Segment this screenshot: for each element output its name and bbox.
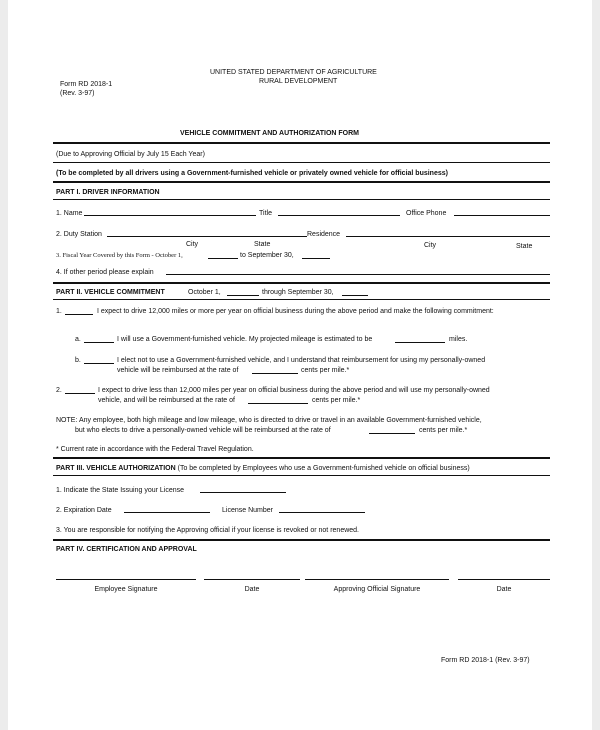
form-page	[8, 0, 592, 730]
item1b-cents-label: cents per mile.*	[301, 367, 350, 374]
license-notice: 3. You are responsible for notifying the Approving official if your license is revoked or not renewed.	[56, 527, 359, 534]
item1a-text: I will use a Government-furnished vehicle. My projected mileage is estimated to be	[117, 336, 373, 343]
license-state-field[interactable]	[200, 492, 286, 493]
note-line1: NOTE: Any employee, both high mileage and low mileage, who is directed to drive or travel in an available Government-furnished vehicle,	[56, 417, 482, 424]
residence-label: Residence	[307, 231, 341, 238]
divider	[53, 282, 550, 284]
title-label: Title	[259, 210, 272, 217]
item1-check-field[interactable]	[65, 314, 93, 315]
title-field[interactable]	[278, 215, 400, 216]
part3-heading-note: (To be completed by Employees who use a Government-furnished vehicle on official business)	[177, 465, 470, 472]
item2-cents-label: cents per mile.*	[312, 397, 361, 404]
footer-form-number: Form RD 2018-1 (Rev. 3-97)	[441, 657, 530, 664]
approving-date-field[interactable]	[458, 579, 550, 580]
part3-heading-row	[56, 464, 470, 473]
item1b-rate-field[interactable]	[252, 373, 298, 374]
rate-footnote: * Current rate in accordance with the Federal Travel Regulation.	[56, 446, 254, 453]
projected-mileage-field[interactable]	[395, 342, 445, 343]
other-period-field[interactable]	[166, 274, 550, 275]
note-line2: but who elects to drive a personally-owned vehicle will be reimbursed at the rate of	[75, 427, 331, 434]
employee-signature-caption: Employee Signature	[94, 586, 158, 593]
office-phone-label: Office Phone	[406, 210, 447, 217]
divider	[53, 457, 550, 459]
item1b-line2: vehicle will be reimbursed at the rate of	[117, 367, 239, 374]
item2-check-field[interactable]	[65, 393, 95, 394]
divider	[53, 199, 550, 200]
miles-label: miles.	[449, 336, 468, 343]
item1b-line1: I elect not to use a Government-furnished vehicle, and I understand that reimbursement for using my personally-owned	[117, 357, 486, 364]
divider	[53, 142, 550, 144]
approving-signature-field[interactable]	[305, 579, 449, 580]
other-period-label: 4. If other period please explain	[56, 269, 154, 276]
name-label: 1. Name	[56, 210, 83, 217]
duty-station-field[interactable]	[107, 236, 307, 237]
employee-signature-field[interactable]	[56, 579, 196, 580]
item2-line1: I expect to drive less than 12,000 miles per year on official business during the above period and will use my personally-owned	[98, 387, 490, 394]
employee-date-field[interactable]	[204, 579, 300, 580]
commitment-end-field[interactable]	[342, 295, 368, 296]
divider	[53, 181, 550, 183]
expiration-date-label: 2. Expiration Date	[56, 507, 112, 514]
duty-station-label: 2. Duty Station	[56, 231, 102, 238]
item1-text: I expect to drive 12,000 miles or more per year on official business during the above period and make the following commitment:	[97, 308, 494, 315]
license-state-label: 1. Indicate the State Issuing your License	[56, 487, 185, 494]
city-caption: City	[186, 241, 199, 248]
note-cents-label: cents per mile.*	[419, 427, 468, 434]
due-note: (Due to Approving Official by July 15 Each Year)	[56, 151, 205, 158]
office-phone-field[interactable]	[454, 215, 550, 216]
state-caption: State	[516, 243, 533, 250]
fiscal-year-start-field[interactable]	[208, 258, 238, 259]
oct1-label: October 1,	[188, 289, 221, 296]
divider	[53, 539, 550, 541]
completion-note: (To be completed by all drivers using a Government-furnished vehicle or privately owned vehicle for official business)	[56, 170, 448, 177]
approving-date-caption: Date	[496, 586, 512, 593]
license-number-field[interactable]	[279, 512, 365, 513]
employee-date-caption: Date	[244, 586, 260, 593]
residence-field[interactable]	[346, 236, 550, 237]
divider	[53, 162, 550, 163]
item1a-prefix: a.	[75, 336, 81, 343]
form-revision: (Rev. 3-97)	[60, 90, 95, 97]
through-label: through September 30,	[262, 289, 334, 296]
form-number: Form RD 2018-1	[60, 81, 113, 88]
fiscal-year-end-field[interactable]	[302, 258, 330, 259]
fiscal-to-label: to September 30,	[240, 252, 294, 259]
divider	[53, 475, 550, 476]
fiscal-year-label: 3. Fiscal Year Covered by this Form - October 1,	[56, 252, 183, 259]
note-rate-field[interactable]	[369, 433, 415, 434]
part2-heading: PART II. VEHICLE COMMITMENT	[56, 289, 165, 296]
part3-heading: PART III. VEHICLE AUTHORIZATION	[56, 465, 176, 472]
expiration-date-field[interactable]	[124, 512, 210, 513]
dept-line-1: UNITED STATED DEPARTMENT OF AGRICULTURE	[210, 69, 377, 76]
commitment-start-field[interactable]	[227, 295, 259, 296]
item2-line2: vehicle, and will be reimbursed at the rate of	[98, 397, 235, 404]
item2-rate-field[interactable]	[248, 403, 308, 404]
item2-number: 2.	[56, 387, 62, 394]
state-caption: State	[254, 241, 271, 248]
part1-heading: PART I. DRIVER INFORMATION	[56, 189, 160, 196]
divider	[53, 299, 550, 300]
dept-line-2: RURAL DEVELOPMENT	[259, 78, 338, 85]
license-number-label: License Number	[222, 507, 273, 514]
item1b-check-field[interactable]	[84, 363, 114, 364]
form-title: VEHICLE COMMITMENT AND AUTHORIZATION FORM	[180, 130, 360, 137]
part4-heading: PART IV. CERTIFICATION AND APPROVAL	[56, 546, 197, 553]
name-field[interactable]	[84, 215, 256, 216]
item1-number: 1.	[56, 308, 62, 315]
city-caption: City	[424, 242, 437, 249]
approving-signature-caption: Approving Official Signature	[333, 586, 421, 593]
item1a-check-field[interactable]	[84, 342, 114, 343]
item1b-prefix: b.	[75, 357, 81, 364]
